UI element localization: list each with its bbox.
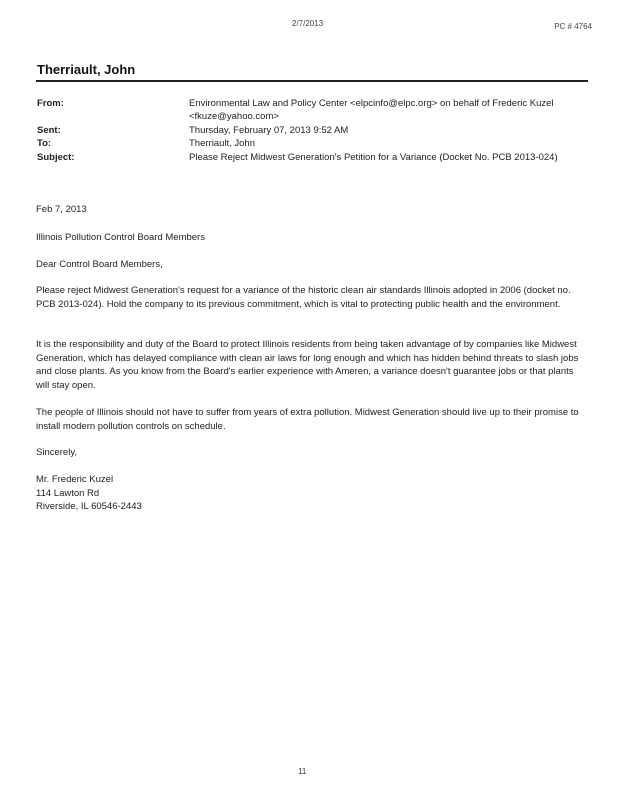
from-label: From: — [37, 98, 64, 109]
subject-label: Subject: — [37, 152, 75, 163]
signature-address-city: Riverside, IL 60546-2443 — [36, 501, 142, 512]
letter-paragraph-2: It is the responsibility and duty of the Board to protect Illinois residents from being taken advantage of by companies like Midwest Generation, which has delayed compliance with clean air laws for long enough and which has hidden behind threats to slash jobs and close plants. As you know from the Board's earlier experience with Ameren, a variance doesn't guarantee jobs or that plants will stay open. — [36, 339, 579, 391]
from-value-line2: <fkuze@yahoo.com> — [189, 111, 279, 122]
letter-closing: Sincerely, — [36, 447, 78, 458]
sent-label: Sent: — [37, 125, 61, 136]
letter-paragraph-1: Please reject Midwest Generation's request for a variance of the historic clean air standards Illinois adopted in 2006 (docket no. PCB 2013-024). Hold the company to its previous commitment, which is vital to protecting public health and the environment. — [36, 285, 571, 310]
header-divider — [36, 80, 588, 82]
to-label: To: — [37, 138, 52, 149]
signature-name: Mr. Frederic Kuzel — [36, 474, 114, 485]
sender-name-heading: Therriault, John — [37, 62, 136, 77]
signature-address-street: 114 Lawton Rd — [36, 488, 100, 499]
letter-date: Feb 7, 2013 — [36, 204, 87, 215]
subject-value: Please Reject Midwest Generation's Petition for a Variance (Docket No. PCB 2013-024) — [189, 152, 558, 163]
page-number: 11 — [298, 767, 307, 776]
letter-recipient: Illinois Pollution Control Board Members — [36, 232, 205, 243]
from-value-line1: Environmental Law and Policy Center <elpcinfo@elpc.org> on behalf of Frederic Kuzel — [189, 98, 554, 109]
letter-paragraph-3: The people of Illinois should not have to suffer from years of extra pollution. Midwest Generation should live up to their promise to install modern pollution controls on schedule. — [36, 407, 579, 432]
print-date: 2/7/2013 — [292, 19, 324, 28]
to-value: Therriault, John — [189, 138, 256, 149]
public-comment-number: PC # 4764 — [554, 22, 592, 31]
letter-salutation: Dear Control Board Members, — [36, 259, 163, 270]
sent-value: Thursday, February 07, 2013 9:52 AM — [189, 125, 349, 136]
